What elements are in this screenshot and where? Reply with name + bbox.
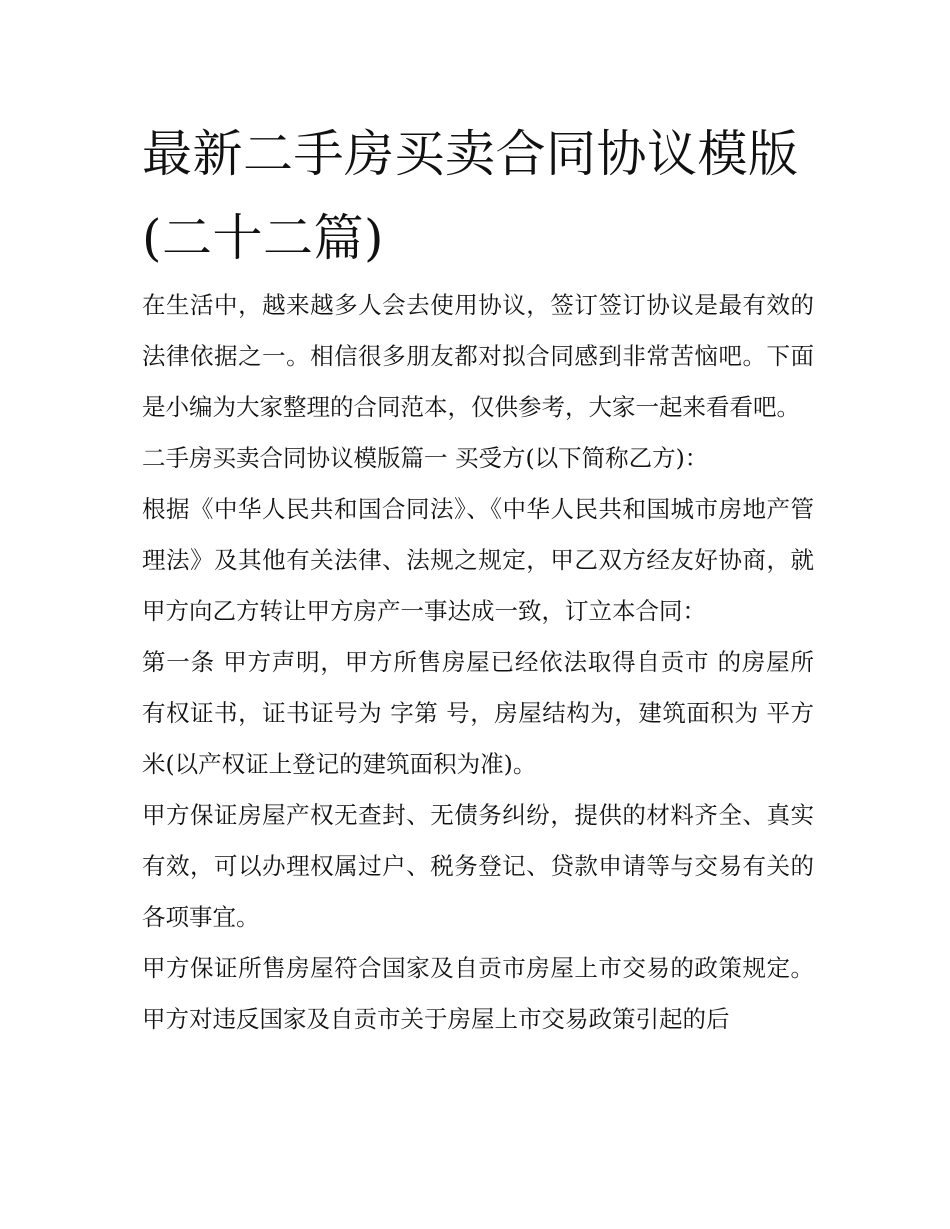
paragraph-policy-guarantee: 甲方保证所售房屋符合国家及自贡市房屋上市交易的政策规定。甲方对违反国家及自贡市关于房屋上市交易政策引起的后 [142, 954, 814, 1033]
paragraph-legal-basis: 根据《中华人民共和国合同法》、《中华人民共和国城市房地产管理法》及其他有关法律、法规之规定，甲乙双方经友好协商，就甲方向乙方转让甲方房产一事达成一致，订立本合同： [142, 495, 814, 625]
paragraph-section-heading: 二手房买卖合同协议模版篇一 买受方(以下简称乙方)： [142, 444, 709, 472]
paragraph-property-guarantee: 甲方保证房屋产权无查封、无债务纠纷，提供的材料齐全、真实有效，可以办理权属过户、税务登记、贷款申请等与交易有关的各项事宜。 [142, 801, 814, 931]
document-body [142, 280, 814, 1045]
paragraph-article-one: 第一条 甲方声明，甲方所售房屋已经依法取得自贡市 的房屋所有权证书，证书证号为 字第 号，房屋结构为，建筑面积为 平方米(以产权证上登记的建筑面积为准)。 [142, 648, 814, 778]
document-title: 最新二手房买卖合同协议模版(二十二篇) [142, 125, 799, 267]
paragraph-intro: 在生活中，越来越多人会去使用协议，签订签订协议是最有效的法律依据之一。相信很多朋友都对拟合同感到非常苦恼吧。下面是小编为大家整理的合同范本，仅供参考，大家一起来看看吧。 [142, 291, 814, 421]
